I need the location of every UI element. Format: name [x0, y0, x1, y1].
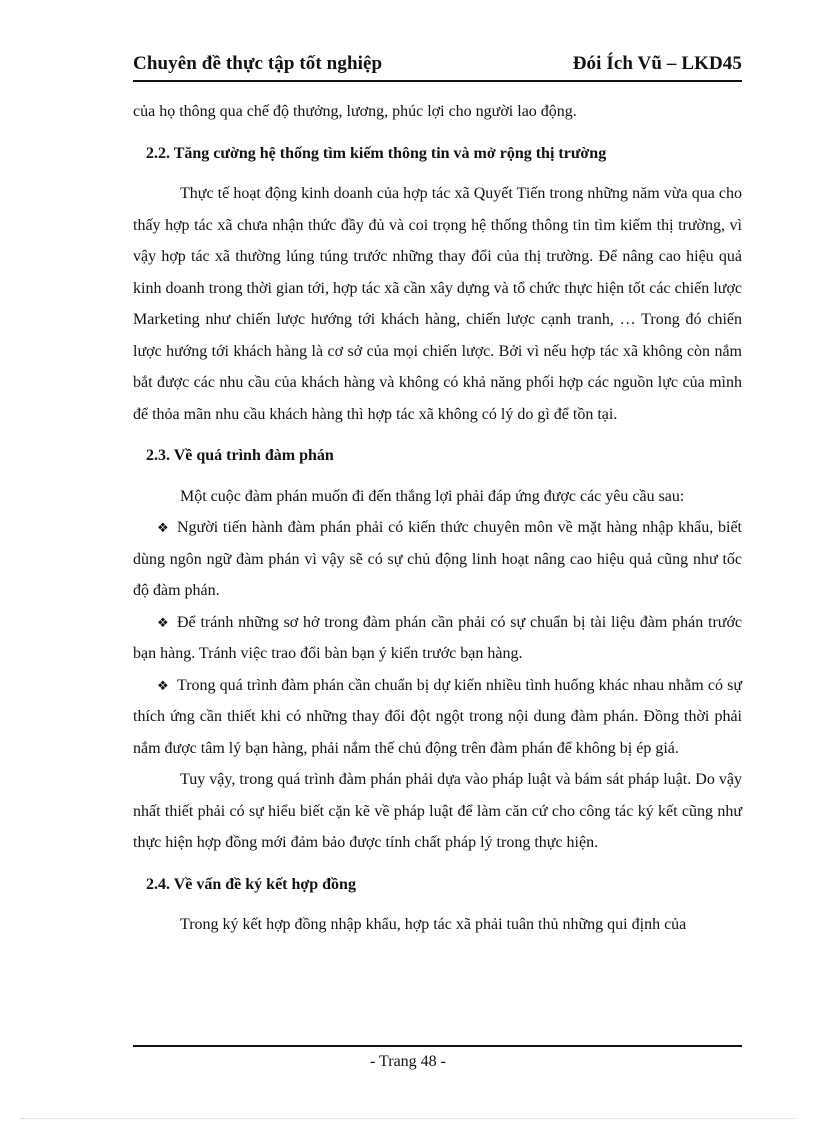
bullet-text: Trong quá trình đàm phán cần chuẩn bị dự kiến nhiều tình huống khác nhau nhằm có sự thích ứng cần thiết khi có những thay đổi đột ngột trong nội dung đàm phán. Đồng thời phải nắm được tâm lý bạn hàng, phải nắm thế chủ động trên đàm phán để không bị ép giá.: [133, 676, 742, 757]
page-bottom-edge: [20, 1118, 796, 1119]
page-body: [133, 96, 742, 941]
bullet-item: [133, 670, 742, 765]
page-number: - Trang 48 -: [369, 1053, 446, 1070]
paragraph-negotiation-intro: Một cuộc đàm phán muốn đi đến thắng lợi phải đáp ứng được các yêu cầu sau:: [180, 487, 685, 505]
paragraph-continuation: của họ thông qua chế độ thưởng, lương, phúc lợi cho người lao động.: [133, 103, 577, 120]
page-header: [133, 50, 742, 82]
bullet-text: Người tiến hành đàm phán phải có kiến thức chuyên môn về mặt hàng nhập khẩu, biết dùng ngôn ngữ đàm phán vì vậy sẽ có sự chủ động linh hoạt nâng cao hiệu quả cũng như tốc độ đàm phán.: [133, 519, 742, 599]
paragraph-legal-basis: Tuy vậy, trong quá trình đàm phán phải dựa vào pháp luật và bám sát pháp luật. Do vậy nhất thiết phải có sự hiểu biết cặn kẽ về pháp luật để làm căn cứ cho công tác ký kết cũng như thực hiện hợp đồng mới đảm bảo được tính chất pháp lý trong thực hiện.: [133, 771, 742, 851]
paragraph-contract-signing: Trong ký kết hợp đồng nhập khẩu, hợp tác xã phải tuân thủ những qui định của: [180, 916, 687, 933]
section-heading-2-4: 2.4. Về vấn đề ký kết hợp đồng: [146, 875, 356, 893]
diamond-bullet-icon: ❖: [157, 677, 169, 693]
diamond-bullet-icon: ❖: [157, 520, 169, 535]
bullet-item: [133, 512, 742, 607]
header-author: Đói Ích Vũ – LKD45: [572, 53, 742, 74]
paragraph-market-info: Thực tế hoạt động kinh doanh của hợp tác xã Quyết Tiến trong những năm vừa qua cho thấy hợp tác xã chưa nhận thức đầy đủ và coi trọng hệ thống thông tin tìm kiếm thị trường, vì vậy hợp tác xã thường lúng túng trước những thay đổi của thị trường. Để nâng cao hiệu quả kinh doanh trong thời gian tới, hợp tác xã cần xây dựng và tổ chức thực hiện tốt các chiến lược Marketing như chiến lược hướng tới khách hàng, chiến lược cạnh tranh, … Trong đó chiến lược hướng tới khách hàng là cơ sở của mọi chiến lược. Bởi vì nếu hợp tác xã không còn nắm bắt được các nhu cầu của khách hàng và không có khả năng phối hợp các nguồn lực của mình để thỏa mãn nhu cầu khách hàng thì hợp tác xã không có lý do gì để tồn tại.: [133, 185, 742, 423]
section-heading-2-3: 2.3. Về quá trình đàm phán: [146, 447, 334, 464]
diamond-bullet-icon: ❖: [157, 614, 169, 630]
bullet-text: Để tránh những sơ hở trong đàm phán cần phải có sự chuẩn bị tài liệu đàm phán trước bạn hàng. Tránh việc trao đổi bàn bạn ý kiến trước bạn hàng.: [133, 613, 742, 662]
header-document-title: Chuyên đề thực tập tốt nghiệp: [133, 53, 383, 74]
bullet-item: [133, 607, 742, 670]
section-heading-2-2: 2.2. Tăng cường hệ thống tìm kiếm thông tin và mở rộng thị trường: [146, 144, 607, 162]
footer-divider: [133, 1045, 742, 1047]
